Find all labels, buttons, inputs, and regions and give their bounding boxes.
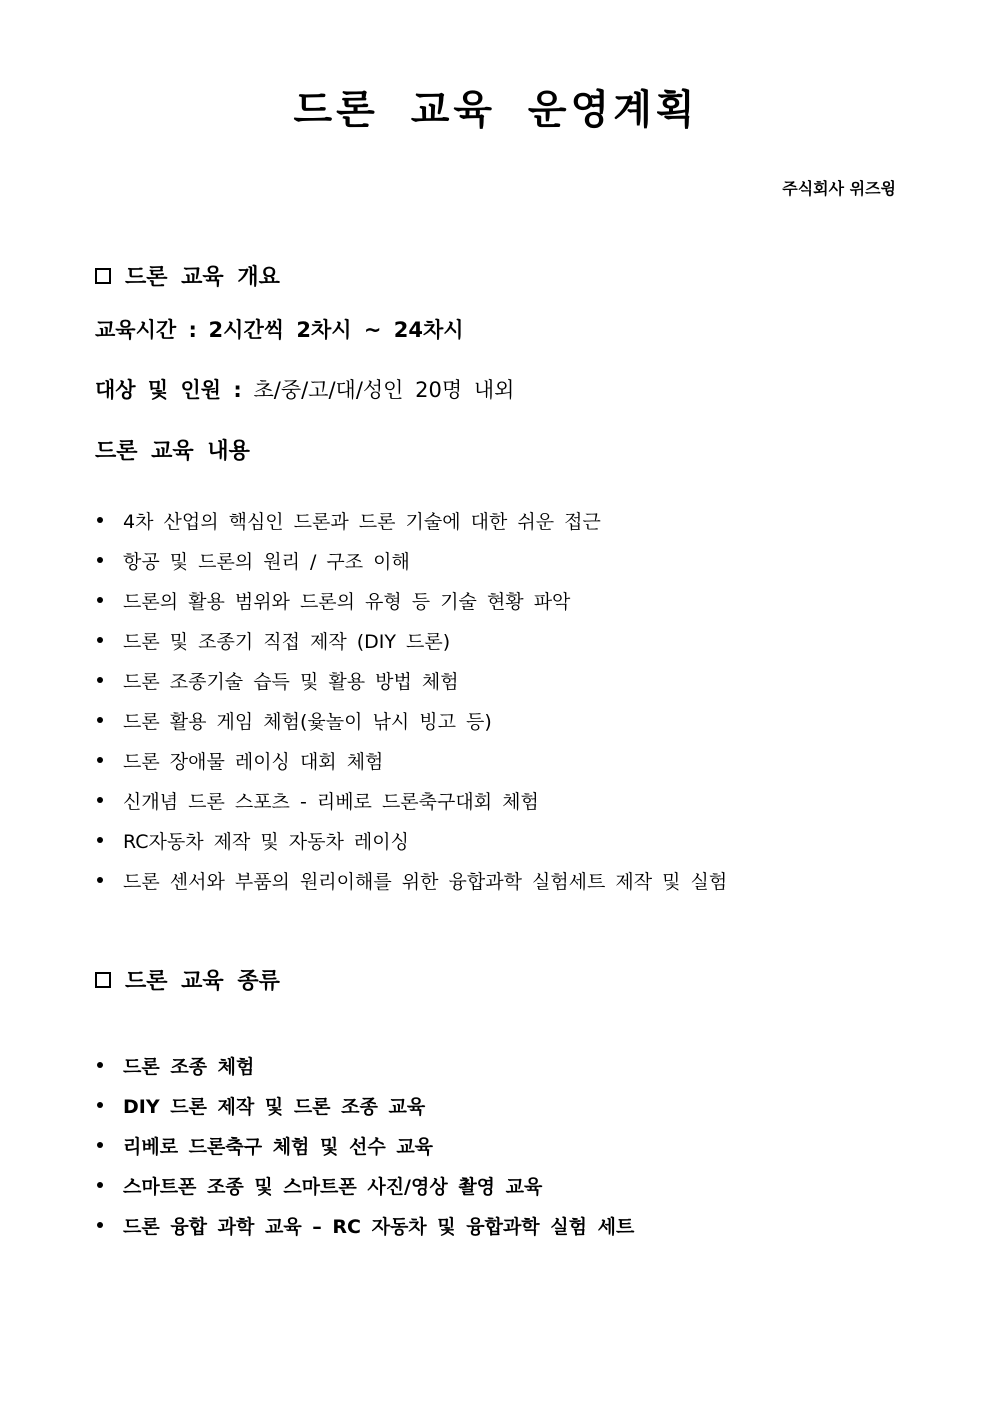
target-value: 초/중/고/대/성인 20명 내외 xyxy=(253,378,515,402)
bullet-icon xyxy=(97,757,103,763)
bullet-icon xyxy=(97,717,103,723)
document-title: 드론 교육 운영계획 xyxy=(293,87,699,133)
list-item-text: 드론 및 조종기 직접 제작 (DIY 드론) xyxy=(123,630,451,653)
list-item xyxy=(95,1165,634,1205)
list-item-text: 4차 산업의 핵심인 드론과 드론 기술에 대한 쉬운 접근 xyxy=(123,510,601,533)
bullet-icon xyxy=(97,677,103,683)
list-item xyxy=(95,540,727,580)
list-item xyxy=(95,660,727,700)
bullet-icon xyxy=(97,877,103,883)
types-list xyxy=(95,1045,634,1245)
target-line xyxy=(95,374,514,404)
list-item-text: 리베로 드론축구 체험 및 선수 교육 xyxy=(123,1135,434,1158)
section-heading-types xyxy=(95,964,280,995)
list-item-text: 드론 센서와 부품의 원리이해를 위한 융합과학 실험세트 제작 및 실험 xyxy=(123,870,728,893)
list-item-text: 항공 및 드론의 원리 / 구조 이해 xyxy=(123,550,410,573)
education-time-label: 교육시간 : xyxy=(95,318,197,342)
content-heading: 드론 교육 내용 xyxy=(95,439,250,464)
education-time-value: 2시간씩 2차시 ~ 24차시 xyxy=(208,318,464,342)
bullet-icon xyxy=(97,597,103,603)
list-item xyxy=(95,1205,634,1245)
bullet-icon xyxy=(97,837,103,843)
list-item xyxy=(95,580,727,620)
checkbox-icon xyxy=(95,972,111,988)
bullet-icon xyxy=(97,1222,103,1228)
list-item xyxy=(95,860,727,900)
bullet-icon xyxy=(97,1102,103,1108)
list-item-text: DIY 드론 제작 및 드론 조종 교육 xyxy=(123,1095,426,1118)
list-item-text: 드론 활용 게임 체험(윷놀이 낚시 빙고 등) xyxy=(123,710,492,733)
bullet-icon xyxy=(97,517,103,523)
list-item-text: 드론 융합 과학 교육 – RC 자동차 및 융합과학 실험 세트 xyxy=(123,1215,635,1238)
content-list xyxy=(95,500,727,900)
list-item xyxy=(95,740,727,780)
list-item xyxy=(95,500,727,540)
list-item-text: 드론 조종 체험 xyxy=(123,1055,255,1078)
list-item xyxy=(95,700,727,740)
bullet-icon xyxy=(97,1142,103,1148)
list-item-text: 드론의 활용 범위와 드론의 유형 등 기술 현황 파악 xyxy=(123,590,571,613)
list-item xyxy=(95,780,727,820)
checkbox-icon xyxy=(95,268,111,284)
bullet-icon xyxy=(97,637,103,643)
list-item xyxy=(95,1125,634,1165)
bullet-icon xyxy=(97,1062,103,1068)
list-item-text: 드론 조종기술 습득 및 활용 방법 체험 xyxy=(123,670,459,693)
list-item-text: 신개념 드론 스포츠 - 리베로 드론축구대회 체험 xyxy=(123,790,539,813)
list-item xyxy=(95,620,727,660)
section-heading-label: 드론 교육 개요 xyxy=(125,265,280,290)
list-item-text: RC자동차 제작 및 자동차 레이싱 xyxy=(123,830,409,853)
list-item-text: 드론 장애물 레이싱 대회 체험 xyxy=(123,750,384,773)
section-heading-label: 드론 교육 종류 xyxy=(125,969,280,994)
list-item xyxy=(95,1045,634,1085)
bullet-icon xyxy=(97,557,103,563)
section-heading-overview xyxy=(95,260,280,291)
bullet-icon xyxy=(97,1182,103,1188)
list-item xyxy=(95,1085,634,1125)
list-item xyxy=(95,820,727,860)
target-label: 대상 및 인원 : xyxy=(95,378,242,402)
education-time-line xyxy=(95,314,464,344)
bullet-icon xyxy=(97,797,103,803)
company-name: 주식회사 위즈윙 xyxy=(782,179,896,198)
list-item-text: 스마트폰 조종 및 스마트폰 사진/영상 촬영 교육 xyxy=(123,1175,543,1198)
